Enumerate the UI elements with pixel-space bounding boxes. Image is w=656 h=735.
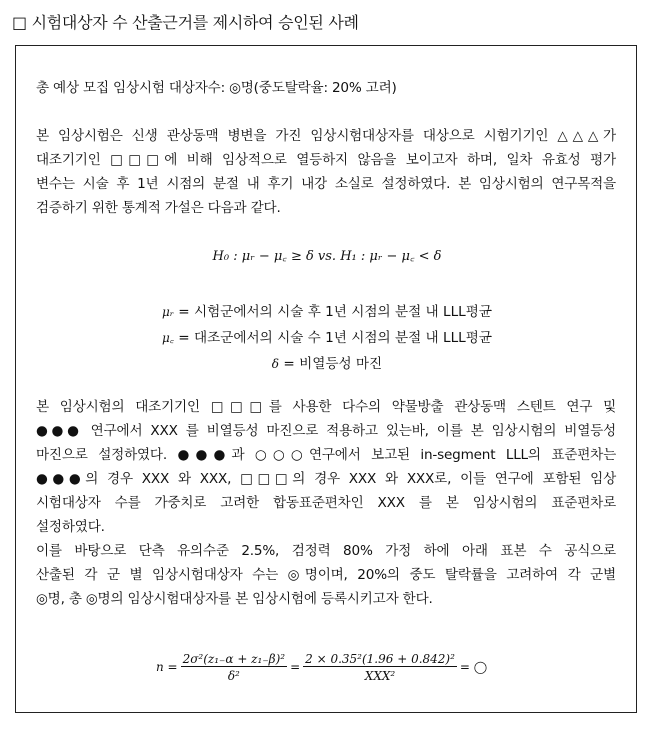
paragraph-line: ●●●의 경우 XXX 와 XXX, □□□의 경우 XXX 와 XXX로, 이들 연구에 포함된 임상	[36, 471, 616, 487]
total-subjects-text: 총 예상 모집 임상시험 대상자수: ◎명(중도탈락율: 20% 고려)	[36, 80, 397, 96]
formula-fraction-general	[181, 652, 287, 683]
formula-lhs: n =	[156, 660, 178, 674]
paragraph-line: ◎명, 총 ◎명의 임상시험대상자를 본 임상시험에 등록시키고자 한다.	[36, 591, 433, 607]
study-purpose-paragraph	[36, 124, 616, 220]
definition-row	[16, 326, 638, 346]
paragraph-line: 검증하기 위한 통계적 가설은 다음과 같다.	[36, 200, 281, 216]
definition-text: = 시험군에서의 시술 후 1년 시점의 분절 내 LLL평균	[178, 304, 492, 320]
formula-numerator: 2σ²(z₁₋α + z₁₋β)²	[182, 651, 286, 666]
paragraph-line: 산출된 각 군 별 임상시험대상자 수는 ◎명이며, 20%의 중도 탈락률을 고려하여 각 군별	[36, 567, 616, 583]
formula-denominator: XXX²	[364, 668, 396, 683]
paragraph-line: 시험대상자 수를 가중치로 고려한 합동표준편차인 XXX 를 본 임상시험의 표준편차로	[36, 495, 616, 511]
paragraph-line: ●●● 연구에서 XXX 를 비열등성 마진으로 적용하고 있는바, 이를 본 임상시험의 비열등성	[36, 423, 616, 439]
definition-row	[16, 352, 638, 372]
paragraph-line: 본 임상시험은 신생 관상동맥 병변을 가진 임상시험대상자를 대상으로 시험기기인 △△△가	[36, 128, 616, 144]
example-box	[15, 45, 637, 713]
paragraph-line: 본 임상시험의 대조기기인 □□□를 사용한 다수의 약물방출 관상동맥 스텐트 연구 및	[36, 399, 616, 415]
definition-symbol: μ꜀	[162, 331, 174, 345]
margin-and-sample-paragraph	[36, 395, 616, 611]
formula-fraction-numeric	[303, 652, 457, 683]
formula-denominator: δ²	[227, 668, 240, 683]
definition-text: = 비열등성 마진	[283, 356, 383, 372]
section-heading: □ 시험대상자 수 산출근거를 제시하여 승인된 사례	[12, 13, 359, 32]
definition-row	[16, 300, 638, 320]
paragraph-line: 이를 바탕으로 단측 유의수준 2.5%, 검정력 80% 가정 하에 아래 표본 수 공식으로	[36, 543, 616, 559]
paragraph-line: 변수는 시술 후 1년 시점의 분절 내 후기 내강 소실로 설정하였다. 본 임상시험의 연구목적을	[36, 176, 616, 192]
hypothesis-equation: H₀ : μᵣ − μ꜀ ≥ δ vs. H₁ : μᵣ − μ꜀ < δ	[212, 249, 442, 264]
formula-equals: =	[290, 660, 301, 674]
sample-size-formula	[156, 642, 496, 692]
formula-numerator: 2 × 0.35²(1.96 + 0.842)²	[305, 651, 455, 666]
definition-symbol: μᵣ	[162, 305, 174, 319]
formula-result: = ◯	[459, 660, 488, 674]
total-subjects-line	[36, 76, 616, 100]
definition-text: = 대조군에서의 시술 수 1년 시점의 분절 내 LLL평균	[178, 330, 492, 346]
definition-symbol: δ	[271, 357, 280, 371]
paragraph-line: 대조기기인 □□□에 비해 임상적으로 열등하지 않음을 보이고자 하며, 일차 유효성 평가	[36, 152, 616, 168]
paragraph-line: 마진으로 설정하였다. ●●●과 ○○○연구에서 보고된 in-segment LLL의 표준편차는	[36, 447, 616, 463]
paragraph-line: 설정하였다.	[36, 519, 105, 535]
